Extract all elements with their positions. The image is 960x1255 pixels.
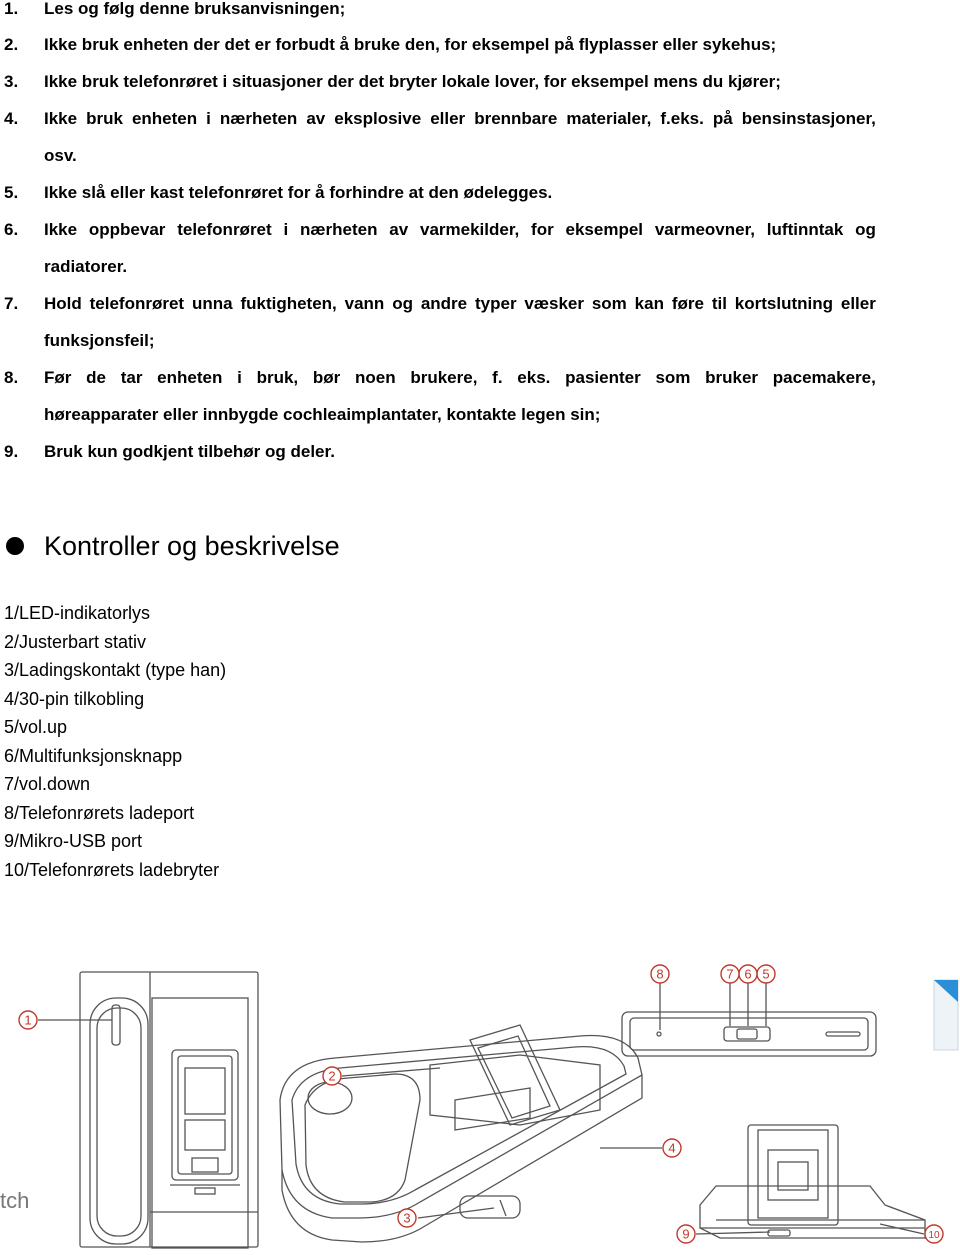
list-text: radiatorer. <box>44 257 128 276</box>
list-text: Les og følg denne bruksanvisningen; <box>44 0 346 18</box>
bullet-icon <box>6 537 24 555</box>
list-text: Hold telefonrøret unna fuktigheten, vann og andre typer væsker som kan føre til kortslutning eller <box>44 294 876 313</box>
list-number: 8. <box>4 368 19 387</box>
list-text: Bruk kun godkjent tilbehør og deler. <box>44 442 335 461</box>
top-strip-drawing <box>622 982 876 1056</box>
list-text: Før de tar enheten i bruk, bør noen brukere, f. eks. pasienter som bruker pacemakere, <box>44 368 876 387</box>
part-item: 1/LED-indikatorlys <box>4 603 151 623</box>
list-text: Ikke bruk enheten i nærheten av eksplosive eller brennbare materialer, f.eks. på bensinstasjoner, <box>44 109 876 128</box>
part-item: 7/vol.down <box>4 774 91 794</box>
part-item: 8/Telefonrørets ladeport <box>4 802 195 823</box>
device-diagram <box>0 950 960 1255</box>
list-number: 7. <box>4 294 19 313</box>
part-item: 2/Justerbart stativ <box>4 631 147 652</box>
callout-label: 8 <box>656 966 664 982</box>
part-item: 9/Mikro-USB port <box>4 831 143 851</box>
cropped-side-text: tch <box>0 1188 30 1213</box>
part-item: 5/vol.up <box>4 717 68 737</box>
list-number: 9. <box>4 442 19 461</box>
part-item: 10/Telefonrørets ladebryter <box>4 859 220 880</box>
part-item: 4/30-pin tilkobling <box>4 688 145 709</box>
callout-label: 4 <box>668 1140 676 1156</box>
list-text: Ikke slå eller kast telefonrøret for å forhindre at den ødelegges. <box>44 183 553 202</box>
side-view-drawing <box>700 1125 925 1238</box>
list-text: Ikke oppbevar telefonrøret i nærheten av varmekilder, for eksempel varmeovner, luftinntak og <box>44 220 876 239</box>
callout-label: 3 <box>403 1210 411 1226</box>
list-text: høreapparater eller innbygde cochleaimplantater, kontakte legen sin; <box>44 405 601 424</box>
part-item: 6/Multifunksjonsknapp <box>4 745 183 766</box>
list-number: 5. <box>4 183 19 202</box>
list-number: 3. <box>4 72 19 91</box>
section-title: Kontroller og beskrivelse <box>44 531 340 561</box>
part-item: 3/Ladingskontakt (type han) <box>4 660 227 680</box>
list-number: 1. <box>4 0 19 18</box>
list-number: 4. <box>4 109 19 128</box>
callout-label: 7 <box>726 966 734 982</box>
callout-label: 9 <box>682 1226 690 1242</box>
callout-label: 1 <box>24 1012 32 1028</box>
list-number: 6. <box>4 220 19 239</box>
callout-label: 5 <box>762 966 770 982</box>
perspective-view-drawing <box>280 1025 642 1242</box>
callout-label: 10 <box>928 1230 940 1241</box>
list-text: Ikke bruk enheten der det er forbudt å bruke den, for eksempel på flyplasser eller sykehus; <box>44 35 777 54</box>
list-text: Ikke bruk telefonrøret i situasjoner der det bryter lokale lover, for eksempel mens du kjører; <box>44 72 781 91</box>
callout-label: 6 <box>744 966 752 982</box>
list-text: funksjonsfeil; <box>44 331 155 350</box>
list-text: osv. <box>44 146 77 165</box>
front-view-drawing <box>80 972 258 1248</box>
list-number: 2. <box>4 35 19 54</box>
callout-label: 2 <box>328 1068 336 1084</box>
